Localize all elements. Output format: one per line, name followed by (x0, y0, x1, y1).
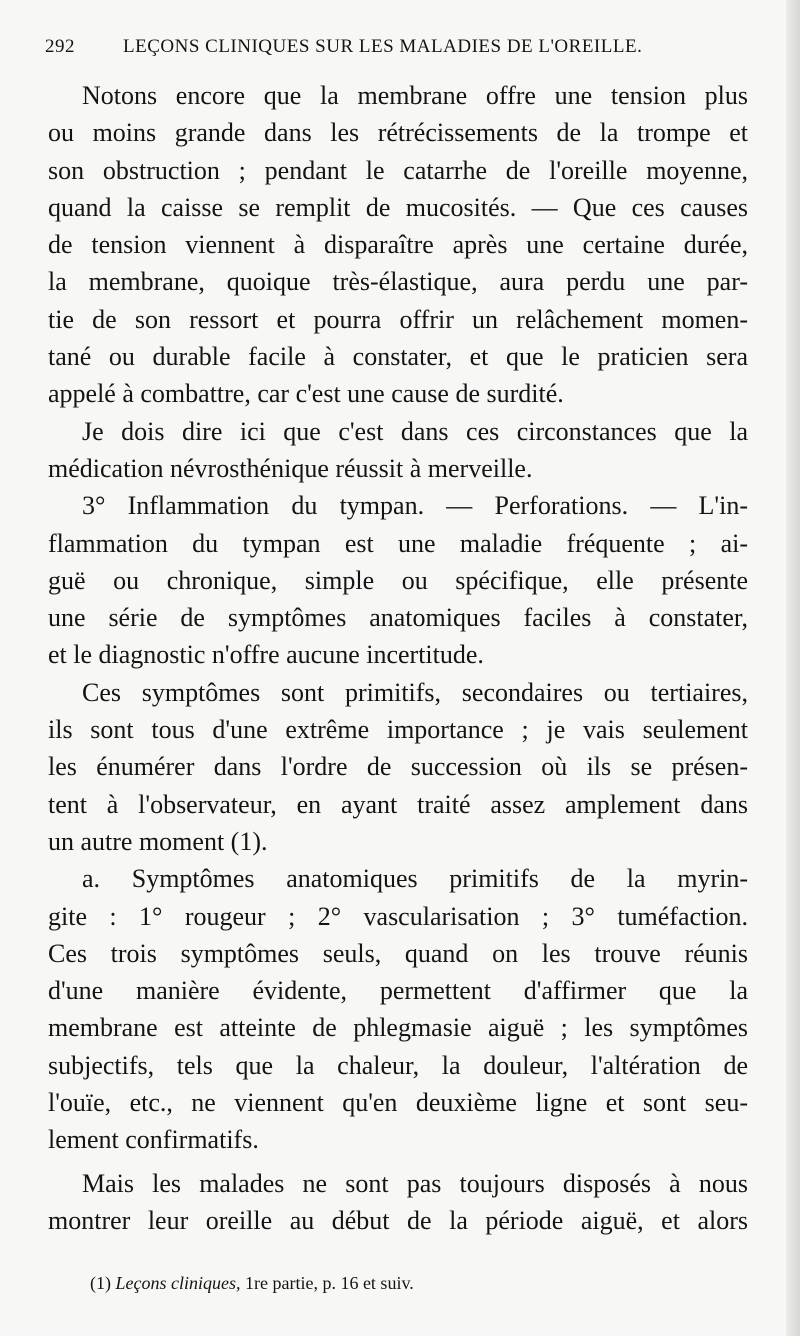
text-line: tent à l'observateur, en ayant traité assez amplement dans (48, 789, 748, 819)
text-line: ils sont tous d'une extrême importance ; je vais seulement (48, 715, 748, 745)
text-line: tie de son ressort et pourra offrir un relâchement momen- (48, 304, 748, 334)
text-line: les énumérer dans l'ordre de succession où ils se présen- (48, 752, 748, 782)
text-line: Ces trois symptômes seuls, quand on les trouve réunis (48, 938, 748, 968)
text-line: membrane est atteinte de phlegmasie aiguë ; les symptômes (48, 1013, 748, 1043)
page-number: 292 (45, 36, 75, 57)
section-heading-line: 3° Inflammation du tympan. — Perforations. — L'in- (82, 491, 748, 521)
body-text (48, 77, 748, 1239)
footnote-reference: 1re partie, p. 16 et suiv. (240, 1273, 414, 1293)
text-line: Mais les malades ne sont pas toujours disposés à nous (82, 1168, 748, 1198)
text-line: son obstruction ; pendant le catarrhe de l'oreille moyenne, (48, 155, 748, 185)
text-line: de tension viennent à disparaître après une certaine durée, (48, 230, 748, 260)
running-head: LEÇONS CLINIQUES SUR LES MALADIES DE L'OREILLE. (123, 36, 643, 57)
text-line: un autre moment (1). (48, 826, 268, 856)
text-line: ou moins grande dans les rétrécissements de la trompe et (48, 118, 748, 148)
text-line: Je dois dire ici que c'est dans ces circonstances que la (82, 416, 748, 446)
page-header (45, 36, 745, 64)
text-line: montrer leur oreille au début de la période aiguë, et alors (48, 1205, 748, 1235)
text-line: la membrane, quoique très-élastique, aura perdu une par- (48, 267, 748, 297)
text-line: tané ou durable facile à constater, et que le praticien sera (48, 342, 748, 372)
text-line: lement confirmatifs. (48, 1125, 259, 1155)
text-line: guë ou chronique, simple ou spécifique, elle présente (48, 565, 748, 595)
text-line: appelé à combattre, car c'est une cause de surdité. (48, 379, 564, 409)
text-line: gite : 1° rougeur ; 2° vascularisation ; 3° tuméfaction. (48, 901, 748, 931)
text-line: médication névrosthénique réussit à merveille. (48, 453, 533, 483)
text-line: a. Symptômes anatomiques primitifs de la myrin- (82, 864, 748, 894)
footnote-title: Leçons cliniques, (115, 1273, 241, 1293)
footnote-marker: (1) (90, 1273, 111, 1293)
text-line: une série de symptômes anatomiques faciles à constater, (48, 603, 748, 633)
footnote (90, 1270, 750, 1296)
text-line: l'ouïe, etc., ne viennent qu'en deuxième ligne et sont seu- (48, 1088, 748, 1118)
text-line: Notons encore que la membrane offre une tension plus (82, 81, 748, 110)
text-line: flammation du tympan est une maladie fréquente ; ai- (48, 528, 748, 558)
text-line: Ces symptômes sont primitifs, secondaires ou tertiaires, (82, 677, 748, 707)
text-line: quand la caisse se remplit de mucosités. — Que ces causes (48, 192, 748, 222)
text-line: d'une manière évidente, permettent d'affirmer que la (48, 976, 748, 1006)
text-line: et le diagnostic n'offre aucune incertitude. (48, 640, 484, 670)
text-line: subjectifs, tels que la chaleur, la douleur, l'altération de (48, 1050, 748, 1080)
